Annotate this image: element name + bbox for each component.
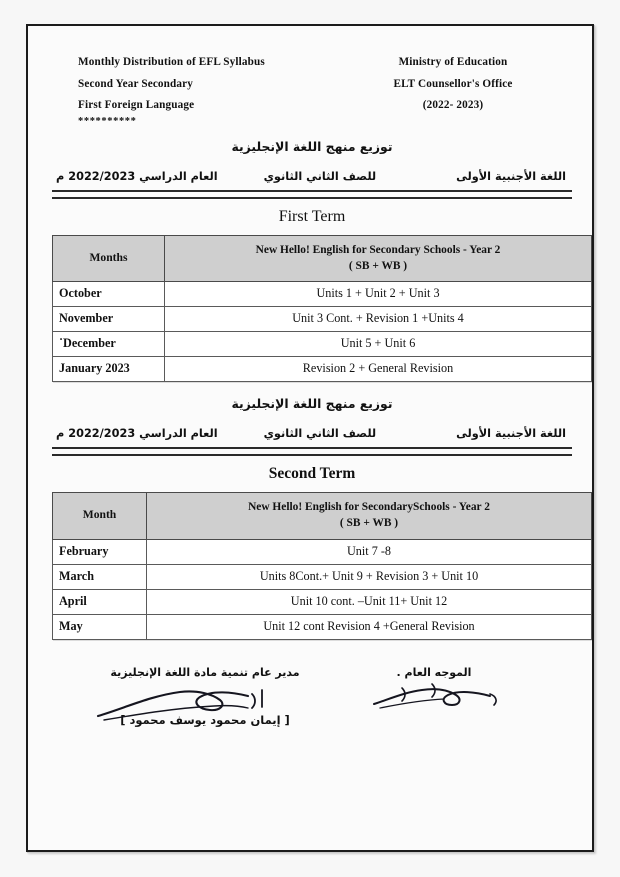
- month-label: October: [53, 282, 165, 307]
- table-row: [53, 564, 592, 589]
- english-header-right-column: [352, 52, 572, 117]
- handwritten-signature-icon: [344, 678, 524, 718]
- document-page-frame: [26, 24, 594, 852]
- month-label: ˙December: [53, 332, 165, 357]
- arabic-band-second: [52, 396, 572, 440]
- arabic-academic-year: العام الدراسي 2022/2023 م: [56, 169, 218, 183]
- signature-left-title: مدير عام تنمية مادة اللغة الإنجليزية: [110, 665, 300, 679]
- document-page-content: [28, 26, 592, 850]
- english-header-left-column: [52, 52, 352, 125]
- table-row: [53, 589, 592, 614]
- first-term-table: [52, 235, 592, 382]
- double-rule-divider-second: [52, 447, 572, 456]
- signature-right-title: الموجه العام .: [396, 665, 472, 679]
- month-label: May: [53, 614, 147, 639]
- signature-left: [80, 666, 330, 727]
- month-content: Unit 7 -8: [147, 539, 592, 564]
- table-row: [53, 539, 592, 564]
- first-term-content-header-line1: New Hello! English for Secondary Schools - Year 2: [255, 243, 501, 256]
- first-term-heading: First Term: [278, 207, 346, 225]
- arabic-band-first: [52, 139, 572, 183]
- month-content: Unit 12 cont Revision 4 +General Revision: [147, 614, 592, 639]
- arabic-subheading-row-second: [52, 427, 572, 440]
- table-header-row: [53, 493, 592, 539]
- second-term-content-column-header: [147, 493, 592, 539]
- month-content: Unit 10 cont. –Unit 11+ Unit 12: [147, 589, 592, 614]
- arabic-first-foreign-language: اللغة الأجنبية الأولى: [456, 169, 566, 183]
- header-academic-year: (2022- 2023): [422, 99, 484, 111]
- first-term-content-header-line2: ( SB + WB ): [348, 260, 408, 273]
- arabic-distribution-title-second: توزيع منهج اللغة الإنجليزية: [231, 396, 393, 412]
- table-header-row: [53, 235, 592, 281]
- asterisk-divider: **********: [78, 115, 137, 127]
- header-office: ELT Counsellor's Office: [393, 77, 513, 90]
- signature-right: [344, 666, 524, 679]
- month-content: Revision 2 + General Revision: [165, 357, 592, 382]
- second-term-table: [52, 492, 592, 639]
- arabic-first-foreign-language-second: اللغة الأجنبية الأولى: [456, 427, 566, 441]
- second-term-heading: Second Term: [268, 465, 356, 483]
- month-label: April: [53, 589, 147, 614]
- second-term-content-header-line2: ( SB + WB ): [339, 517, 399, 530]
- header-title-language: First Foreign Language: [78, 99, 195, 111]
- month-label: March: [53, 564, 147, 589]
- table-row: [53, 332, 592, 357]
- month-label: November: [53, 307, 165, 332]
- english-header: [52, 52, 572, 125]
- month-content: Units 1 + Unit 2 + Unit 3: [165, 282, 592, 307]
- table-row: [53, 282, 592, 307]
- signature-block: [52, 666, 572, 776]
- header-title-year: Second Year Secondary: [78, 77, 194, 90]
- header-title-syllabus: Monthly Distribution of EFL Syllabus: [78, 56, 265, 68]
- arabic-grade-level-second: للصف الثاني الثانوي: [263, 427, 377, 441]
- header-ministry: Ministry of Education: [398, 56, 508, 68]
- table-row: [53, 357, 592, 382]
- first-term-month-column-header: Months: [53, 235, 165, 281]
- month-label: February: [53, 539, 147, 564]
- arabic-subheading-row: [52, 170, 572, 183]
- month-content: Unit 5 + Unit 6: [165, 332, 592, 357]
- arabic-academic-year-second: العام الدراسي 2022/2023 م: [56, 427, 218, 441]
- arabic-distribution-title: توزيع منهج اللغة الإنجليزية: [231, 138, 393, 154]
- second-term-month-column-header: Month: [53, 493, 147, 539]
- signature-left-name: [ إيمان محمود يوسف محمود ]: [120, 712, 290, 727]
- arabic-grade-level: للصف الثاني الثانوي: [263, 169, 377, 183]
- first-term-content-column-header: [165, 235, 592, 281]
- table-row: [53, 307, 592, 332]
- table-row: [53, 614, 592, 639]
- double-rule-divider-first: [52, 190, 572, 199]
- second-term-content-header-line1: New Hello! English for SecondarySchools - Year 2: [248, 501, 490, 514]
- month-content: Units 8Cont.+ Unit 9 + Revision 3 + Unit 10: [147, 564, 592, 589]
- month-label: January 2023: [53, 357, 165, 382]
- month-content: Unit 3 Cont. + Revision 1 +Units 4: [165, 307, 592, 332]
